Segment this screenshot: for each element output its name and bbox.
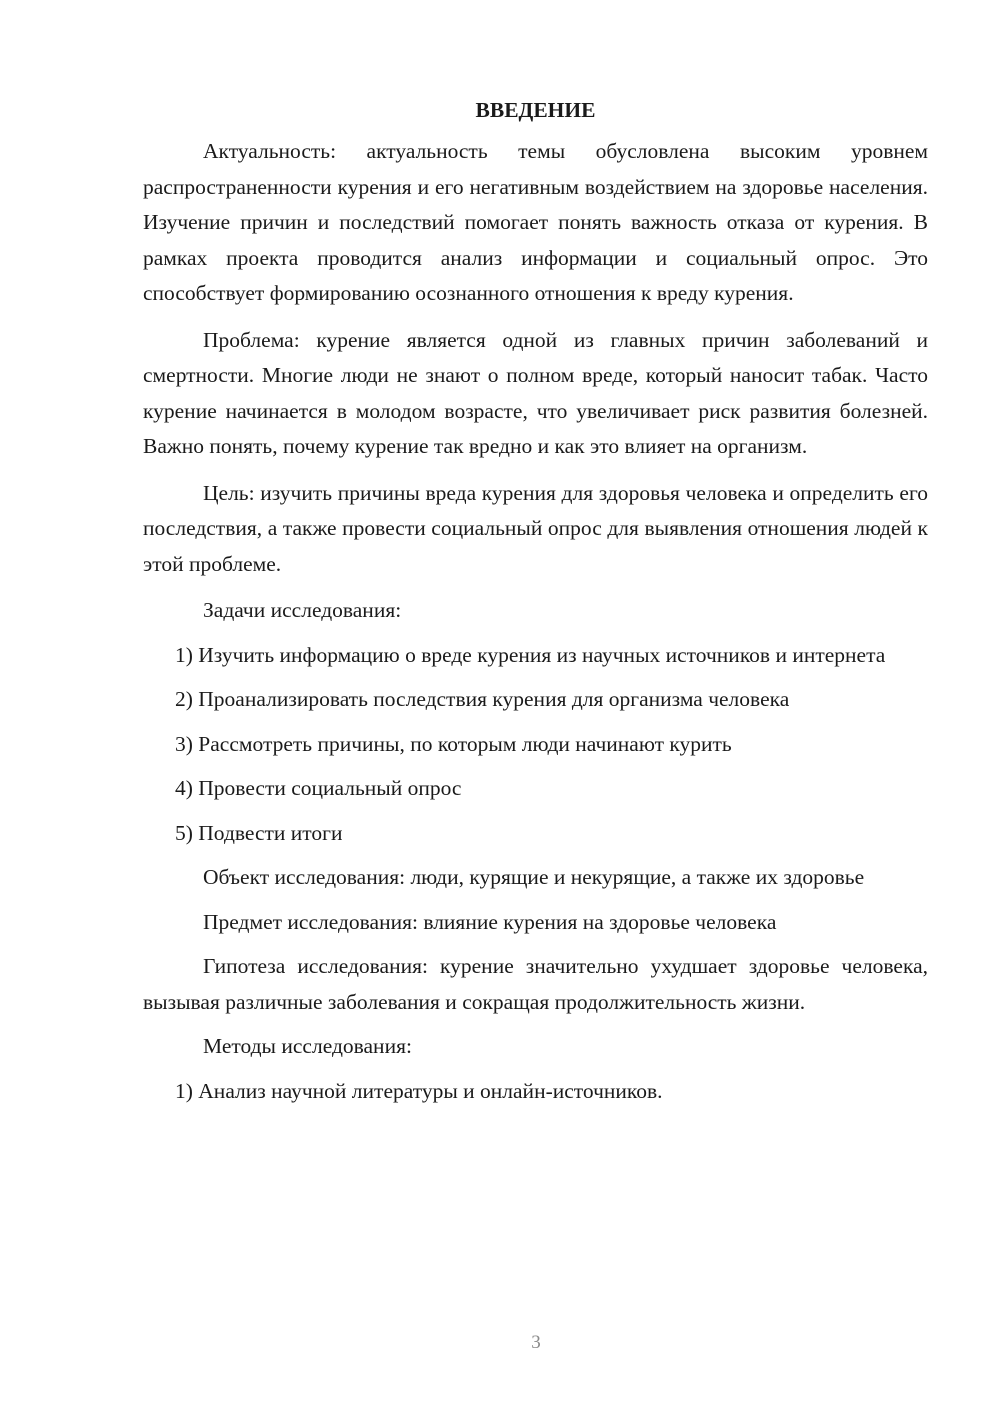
paragraph-hypothesis: Гипотеза исследования: курение значительно ухудшает здоровье человека, вызывая различные заболевания и сокращая продолжительность жизни. (143, 954, 928, 1014)
page-title: ВВЕДЕНИЕ (475, 98, 596, 122)
list-item-task-3: 3) Рассмотреть причины, по которым люди начинают курить (175, 731, 732, 756)
paragraph-goal: Цель: изучить причины вреда курения для здоровья человека и определить его последствия, а также провести социальный опрос для выявления отношения людей к этой проблеме. (143, 480, 928, 576)
paragraph-relevance: Актуальность: актуальность темы обусловлена высоким уровнем распространенности курения и его негативным воздействием на здоровье населения. Изучение причин и последствий помогает понять важность отказа от курения. В рамках проекта проводится анализ информации и социальный опрос. Это способствует формированию осознанного отношения к вреду курения. (143, 139, 928, 305)
list-item-task-5: 5) Подвести итоги (175, 820, 343, 845)
paragraph-object: Объект исследования: люди, курящие и некурящие, а также их здоровье (203, 865, 865, 889)
list-item-task-4: 4) Провести социальный опрос (175, 776, 462, 800)
page-number: 3 (531, 1332, 541, 1353)
list-item-task-2: 2) Проанализировать последствия курения для организма человека (175, 687, 790, 711)
page-content (143, 92, 928, 1109)
paragraph-methods-heading: Методы исследования: (203, 1034, 412, 1058)
list-item-task-1: 1) Изучить информацию о вреде курения из научных источников и интернета (175, 642, 886, 667)
paragraph-tasks-heading: Задачи исследования: (203, 598, 402, 622)
paragraph-problem: Проблема: курение является одной из главных причин заболеваний и смертности. Многие люди не знают о полном вреде, который наносит табак. Часто курение начинается в молодом возрасте, что увеличивает риск развития болезней. Важно понять, почему курение так вредно и как это влияет на организм. (143, 327, 928, 458)
paragraph-subject: Предмет исследования: влияние курения на здоровье человека (203, 909, 777, 934)
list-item-method-1: 1) Анализ научной литературы и онлайн-источников. (175, 1078, 663, 1103)
